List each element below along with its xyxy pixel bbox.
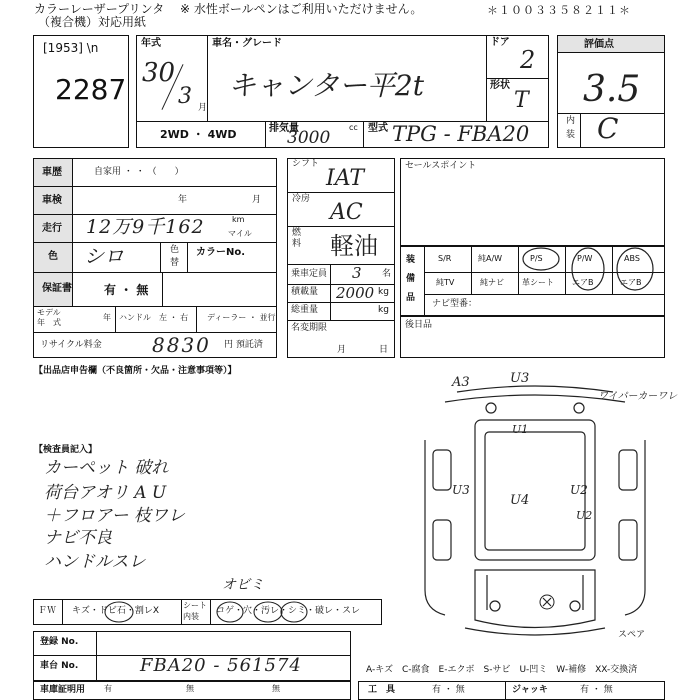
- sales-point-box: [400, 158, 665, 246]
- door-label: ドア: [490, 37, 510, 48]
- ps-circle: [523, 248, 559, 270]
- model-year-label-2: 年 式: [37, 318, 61, 327]
- capacity-label: 乗車定員: [291, 269, 328, 279]
- damage-code-legend: A-キズ C-腐食 E-エクボ S-サビ U-凹ミ W-補修 XX-交換済: [366, 665, 638, 675]
- ink-warning: ※ 水性ボールペンはご利用いただけません。: [180, 2, 423, 16]
- abs-circle: [617, 248, 653, 290]
- name-change-day: 日: [379, 345, 389, 355]
- interior-label-1: 内: [566, 116, 576, 126]
- name-grade-value: キャンター平2t: [228, 69, 424, 102]
- inspection-label: 車検: [42, 195, 62, 206]
- fuel-label-2: 料: [292, 239, 302, 249]
- mark-u2-right: U2: [570, 483, 588, 497]
- ac-value: AC: [330, 200, 363, 225]
- fw-items: キズ・ドビ石・割レX: [72, 606, 159, 616]
- month-unit: 月: [198, 103, 208, 113]
- weight-unit: kg: [378, 305, 389, 315]
- name-change-month: 月: [337, 345, 347, 355]
- equip-pw: P/W: [577, 254, 593, 263]
- equipment-label-3: 品: [406, 293, 416, 303]
- rear-wheel-left-hub: [486, 403, 496, 413]
- tools-label: 工 具: [368, 685, 396, 695]
- mark-a3: A3: [452, 375, 470, 390]
- legend-circles: [33, 599, 382, 625]
- garage-cert-opt-3: 無: [272, 684, 280, 693]
- mark-u3-top: U3: [510, 371, 530, 386]
- model-value: TPG - FBA20: [392, 122, 530, 146]
- mileage-unit-km: km: [232, 215, 245, 224]
- inspector-note-5: ハンドルスレ: [44, 552, 146, 572]
- shift-value: IAT: [326, 166, 365, 191]
- equipment-label-1: 装: [406, 255, 416, 265]
- score-value: 3.5: [583, 69, 641, 110]
- navi-model-label: ナビ型番：: [432, 299, 478, 309]
- shape-label: 形状: [490, 80, 510, 91]
- recycle-unit: 円 預託済: [224, 340, 263, 350]
- left-side-panel: [425, 440, 445, 615]
- year-label: 年式: [141, 38, 161, 49]
- handle-label: ハンドル 左 ・ 右: [119, 313, 189, 322]
- right-side-panel: [625, 440, 645, 615]
- front-bumper: [465, 628, 605, 635]
- pw-circle: [572, 248, 604, 290]
- shape-value: T: [514, 88, 529, 113]
- color-change-1: 色: [170, 245, 180, 255]
- name-grade-label: 車名・グレード: [212, 38, 282, 49]
- capacity-value: 3: [352, 264, 362, 282]
- recycle-label: リサイクル料金: [40, 340, 102, 350]
- seat-label-2: 内装: [183, 612, 199, 621]
- month-value: 3: [178, 84, 192, 109]
- warranty-options: 有 ・ 無: [104, 283, 149, 297]
- inspector-note-3: ＋フロアー 枝ワレ: [44, 506, 185, 526]
- recycle-value: 8830: [152, 333, 211, 357]
- drive-type: 2WD ・ 4WD: [160, 128, 237, 141]
- year-value: 30: [142, 58, 176, 88]
- equipment-circles: [400, 246, 665, 316]
- inspector-note-2: 荷台アオリ A U: [44, 483, 167, 503]
- printer-notice-line1: カラーレーザープリンタ: [34, 2, 165, 16]
- mark-u4: U4: [510, 493, 530, 508]
- model-year-year: 年: [103, 313, 111, 322]
- garage-cert-label: 車庫証明用: [40, 685, 86, 695]
- score-label: 評価点: [584, 39, 614, 50]
- equip-airbag-1: エアB: [572, 278, 594, 287]
- equip-leather: 革シート: [522, 278, 554, 287]
- inspection-month: 月: [252, 195, 262, 205]
- usage-options: 自家用 ・ ・ （ ）: [94, 167, 184, 177]
- model-label: 型式: [368, 123, 388, 134]
- seat-label-1: シート: [183, 601, 207, 610]
- fuel-label-1: 燃: [292, 228, 302, 238]
- rear-items-box: [400, 316, 665, 358]
- displacement-unit: cc: [349, 123, 358, 132]
- rear-wheel-right-hub: [574, 403, 584, 413]
- equip-ps: P/S: [530, 254, 543, 263]
- interior-label-2: 装: [566, 130, 576, 140]
- vehicle-diagram: [405, 370, 665, 650]
- jack-label: ジャッキ: [512, 685, 548, 695]
- garage-cert-opt-1: 有: [104, 684, 112, 693]
- rear-items-label: 後日品: [405, 320, 433, 330]
- inspector-label: 【検査員記入】: [34, 445, 98, 455]
- tools-options: 有 ・ 無: [432, 685, 465, 695]
- name-change-label: 名変期限: [291, 323, 328, 333]
- displacement-label: 排気量: [269, 123, 299, 134]
- seat-items: コゲ・穴・汚レ・シミ・破レ・スレ: [216, 606, 361, 616]
- registration-label: 登録 No.: [40, 637, 79, 647]
- model-year-label-1: モデル: [37, 308, 61, 317]
- weight-label: 総重量: [291, 305, 319, 315]
- chassis-label: 車台 No.: [40, 661, 79, 671]
- equip-alloy-wheel: 純A/W: [478, 254, 503, 263]
- lot-code: [1953] \n: [43, 41, 99, 55]
- garage-cert-opt-2: 無: [186, 684, 194, 693]
- equip-tv: 純TV: [436, 278, 455, 287]
- exhibitor-notes-label: 【出品店申告欄（不良箇所・欠品・注意事項等）】: [34, 366, 237, 376]
- mileage-value: 12万9千162: [86, 216, 205, 238]
- fw-label: ＦＷ: [38, 606, 57, 616]
- inspector-note-1: カーペット 破れ: [44, 458, 169, 478]
- front-wheel-left-hub: [490, 601, 500, 611]
- equipment-label-2: 備: [406, 274, 416, 284]
- ac-label: 冷房: [292, 194, 311, 204]
- capacity-unit: 名: [382, 269, 392, 279]
- load-unit: kg: [378, 287, 389, 297]
- displacement-value: 3000: [287, 128, 331, 148]
- mark-u2-lower: U2: [576, 509, 593, 522]
- color-change-2: 替: [170, 258, 180, 268]
- door-value: 2: [520, 46, 536, 74]
- mileage-unit-mile: マイル: [228, 229, 252, 238]
- equip-airbag-2: エアB: [620, 278, 642, 287]
- jack-options: 有 ・ 無: [580, 685, 613, 695]
- cab: [475, 570, 595, 628]
- usage-label: 車歴: [42, 167, 62, 178]
- interior-value: C: [597, 112, 619, 145]
- color-label: 色: [48, 251, 58, 262]
- equip-sr: S/R: [438, 254, 452, 263]
- front-wheel-right-hub: [570, 601, 580, 611]
- equip-navi: 純ナビ: [480, 278, 504, 287]
- fuel-value: 軽油: [330, 232, 378, 260]
- warranty-label: 保証書: [42, 283, 72, 294]
- inspection-year: 年: [178, 195, 188, 205]
- shift-label: シフト: [292, 159, 320, 169]
- mark-u1: U1: [512, 423, 529, 436]
- dealer-label: ディーラー ・ 並行: [207, 313, 276, 322]
- mileage-label: 走行: [42, 223, 62, 234]
- lot-number: 2287: [55, 73, 127, 106]
- mark-u3-left: U3: [452, 483, 470, 497]
- printer-notice-line2: （複合機）対応用紙: [38, 15, 147, 29]
- load-value: 2000: [336, 284, 375, 302]
- document-serial: ＊１００３３５８２１１＊: [487, 4, 631, 17]
- sales-point-label: セールスポイント: [405, 161, 477, 171]
- mark-wiper-crack: ワイパーカーワレ: [598, 391, 678, 402]
- chassis-value: FBA20 - 561574: [140, 655, 302, 676]
- equip-abs: ABS: [624, 254, 640, 263]
- load-label: 積載量: [291, 287, 319, 297]
- color-no-label: カラーNo.: [196, 247, 246, 258]
- color-value: シロ: [84, 244, 124, 268]
- inspector-note-4: ナビ不良: [44, 528, 112, 548]
- spare-label: スペア: [618, 630, 646, 640]
- seat-handwrite: オビミ: [222, 577, 264, 593]
